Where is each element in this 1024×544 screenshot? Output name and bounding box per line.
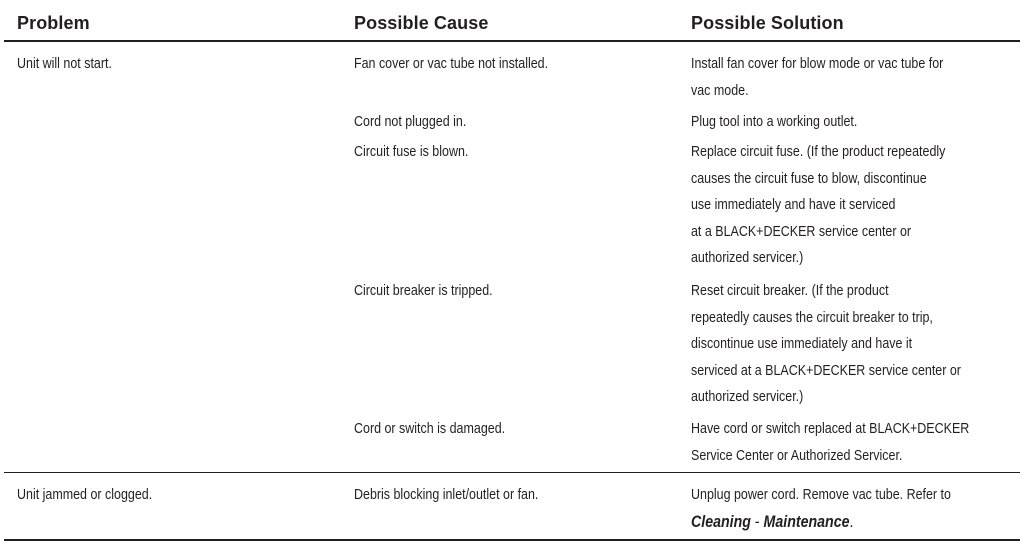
- reference-separator: -: [750, 512, 764, 531]
- solution-line: authorized servicer.): [691, 389, 804, 405]
- solution-line: use immediately and have it serviced: [691, 197, 896, 213]
- problem-unit-jammed: Unit jammed or clogged.: [17, 487, 153, 503]
- solution-line: Reset circuit breaker. (If the product: [691, 283, 889, 299]
- solution-line: serviced at a BLACK+DECKER service center or: [691, 362, 961, 379]
- solution-line: Unplug power cord. Remove vac tube. Refer to: [691, 487, 951, 503]
- solution-line: Plug tool into a working outlet.: [691, 114, 858, 130]
- solution-cord-switch-damaged: [691, 416, 969, 469]
- reference-maintenance: Maintenance: [763, 512, 850, 531]
- solution-line: Install fan cover for blow mode or vac tube for: [691, 56, 944, 72]
- cause-cord-not-plugged: Cord not plugged in.: [354, 114, 467, 130]
- solution-line: Replace circuit fuse. (If the product repeatedly: [691, 144, 946, 160]
- solution-line: authorized servicer.): [691, 250, 804, 266]
- reference-cleaning: Cleaning: [691, 512, 751, 531]
- solution-line: repeatedly causes the circuit breaker to trip,: [691, 309, 933, 326]
- header-problem: Problem: [17, 13, 90, 33]
- problem-unit-will-not-start: Unit will not start.: [17, 56, 112, 72]
- header-possible-solution: Possible Solution: [691, 13, 844, 33]
- solution-line: Have cord or switch replaced at BLACK+DECKER: [691, 421, 970, 437]
- reference-period: .: [849, 512, 854, 531]
- cause-breaker-tripped: Circuit breaker is tripped.: [354, 283, 493, 299]
- header-divider: [4, 40, 1020, 42]
- solution-line: at a BLACK+DECKER service center or: [691, 223, 912, 240]
- cause-fuse-blown: Circuit fuse is blown.: [354, 144, 469, 160]
- table-bottom-border: [4, 539, 1020, 541]
- solution-cord-not-plugged: [691, 109, 857, 136]
- solution-line: vac mode.: [691, 82, 749, 99]
- solution-fuse-blown: [691, 139, 945, 272]
- cause-fan-cover: Fan cover or vac tube not installed.: [354, 56, 549, 72]
- solution-line: causes the circuit fuse to blow, discontinue: [691, 170, 927, 187]
- solution-line: discontinue use immediately and have it: [691, 336, 913, 352]
- solution-line: Service Center or Authorized Servicer.: [691, 447, 903, 464]
- solution-unit-jammed: [691, 482, 951, 536]
- solution-breaker-tripped: [691, 278, 961, 411]
- header-possible-cause: Possible Cause: [354, 13, 489, 33]
- cause-cord-switch-damaged: Cord or switch is damaged.: [354, 421, 506, 437]
- solution-fan-cover: [691, 51, 943, 104]
- cause-debris-blocking: Debris blocking inlet/outlet or fan.: [354, 487, 539, 503]
- row-divider: [4, 472, 1020, 473]
- solution-reference: [691, 509, 951, 537]
